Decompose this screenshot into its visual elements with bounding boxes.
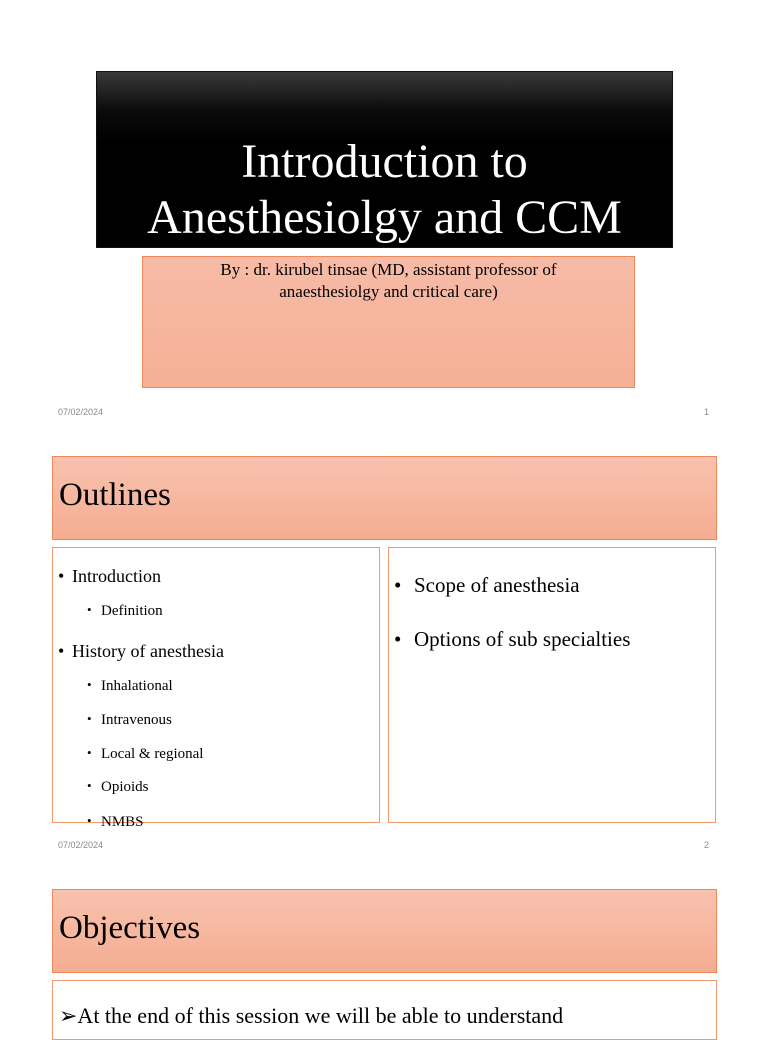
objectives-header <box>52 889 717 973</box>
objectives-body <box>52 980 717 1040</box>
slide-2-date: 07/02/2024 <box>58 840 104 850</box>
slide-2-page-number: 2 <box>704 840 710 850</box>
objectives-heading: Objectives <box>59 910 201 946</box>
outlines-header <box>52 456 717 540</box>
title-slide-banner <box>96 71 673 248</box>
outline-subitem: • Intravenous <box>87 710 172 730</box>
outline-subitem: • Opioids <box>87 777 149 797</box>
outlines-heading: Outlines <box>59 477 171 513</box>
outline-item: • Options of sub specialties <box>390 626 630 652</box>
author-box <box>142 256 635 388</box>
outline-subitem: • Definition <box>87 601 163 621</box>
slide-1-date: 07/02/2024 <box>58 407 104 417</box>
title-line-2: Anesthesiolgy and CCM <box>147 191 622 244</box>
title-line-1: Introduction to <box>241 135 528 188</box>
outline-subitem: • Local & regional <box>87 744 203 764</box>
outline-item: • Introduction <box>58 565 161 587</box>
objectives-first-line: ➢At the end of this session we will be able to understand <box>59 1003 564 1028</box>
outline-subitem: • NMBS <box>87 812 144 832</box>
outline-item: • Scope of anesthesia <box>390 572 580 598</box>
slide-1-page-number: 1 <box>704 407 710 417</box>
author-line-1: By : dr. kirubel tinsae (MD, assistant professor of <box>220 260 557 279</box>
author-line-2: anaesthesiolgy and critical care) <box>279 282 498 301</box>
outline-subitem: • Inhalational <box>87 676 173 696</box>
slide-title <box>97 134 672 246</box>
outline-item: • History of anesthesia <box>58 640 224 662</box>
